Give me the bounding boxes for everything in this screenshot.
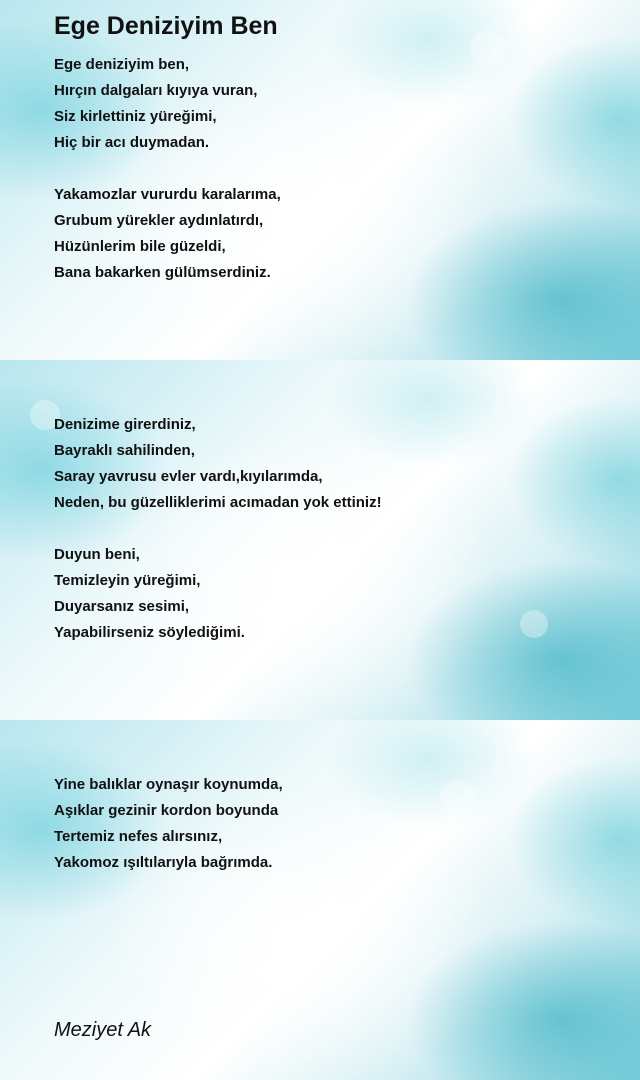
poem-line: Bayraklı sahilinden, <box>54 442 195 459</box>
poem-line: Hırçın dalgaları kıyıya vuran, <box>54 82 258 99</box>
poem-panel-2 <box>0 360 640 720</box>
stanza-5 <box>54 772 283 876</box>
poem-line: Saray yavrusu evler vardı,kıyılarımda, <box>54 468 323 485</box>
poem-line: Grubum yürekler aydınlatırdı, <box>54 212 264 229</box>
poem-line: Ege deniziyim ben, <box>54 56 190 73</box>
poem-line: Temizleyin yüreğimi, <box>54 572 201 589</box>
poem-panel-3 <box>0 720 640 1080</box>
bokeh-decoration <box>520 610 548 638</box>
poem-line: Yakamozlar vururdu karalarıma, <box>54 186 281 203</box>
poem-line: Hüzünlerim bile güzeldi, <box>54 238 226 255</box>
poem-line: Duyarsanız sesimi, <box>54 598 190 615</box>
stanza-2 <box>54 182 281 286</box>
stanza-3 <box>54 412 382 516</box>
stanza-4 <box>54 542 245 646</box>
poem-panel-1 <box>0 0 640 360</box>
poem-line: Yapabilirseniz söylediğimi. <box>54 624 245 641</box>
poem-line: Duyun beni, <box>54 546 140 563</box>
bokeh-decoration <box>440 780 474 814</box>
bokeh-decoration <box>470 30 506 66</box>
poem-line: Yine balıklar oynaşır koynumda, <box>54 776 283 793</box>
poem-author: Meziyet Ak <box>54 1019 152 1041</box>
poem-line: Siz kirlettiniz yüreğimi, <box>54 108 217 125</box>
poem-line: Bana bakarken gülümserdiniz. <box>54 264 271 281</box>
poem-line: Denizime girerdiniz, <box>54 416 196 433</box>
bokeh-decoration <box>200 970 222 992</box>
poem-line: Yakomoz ışıltılarıyla bağrımda. <box>54 854 273 871</box>
poem-line: Neden, bu güzelliklerimi acımadan yok ettiniz! <box>54 494 382 511</box>
stanza-1 <box>54 52 257 156</box>
poem-line: Hiç bir acı duymadan. <box>54 134 210 151</box>
poem-line: Aşıklar gezinir kordon boyunda <box>54 802 279 819</box>
poem-title: Ege Deniziyim Ben <box>54 12 278 40</box>
poem-line: Tertemiz nefes alırsınız, <box>54 828 223 845</box>
